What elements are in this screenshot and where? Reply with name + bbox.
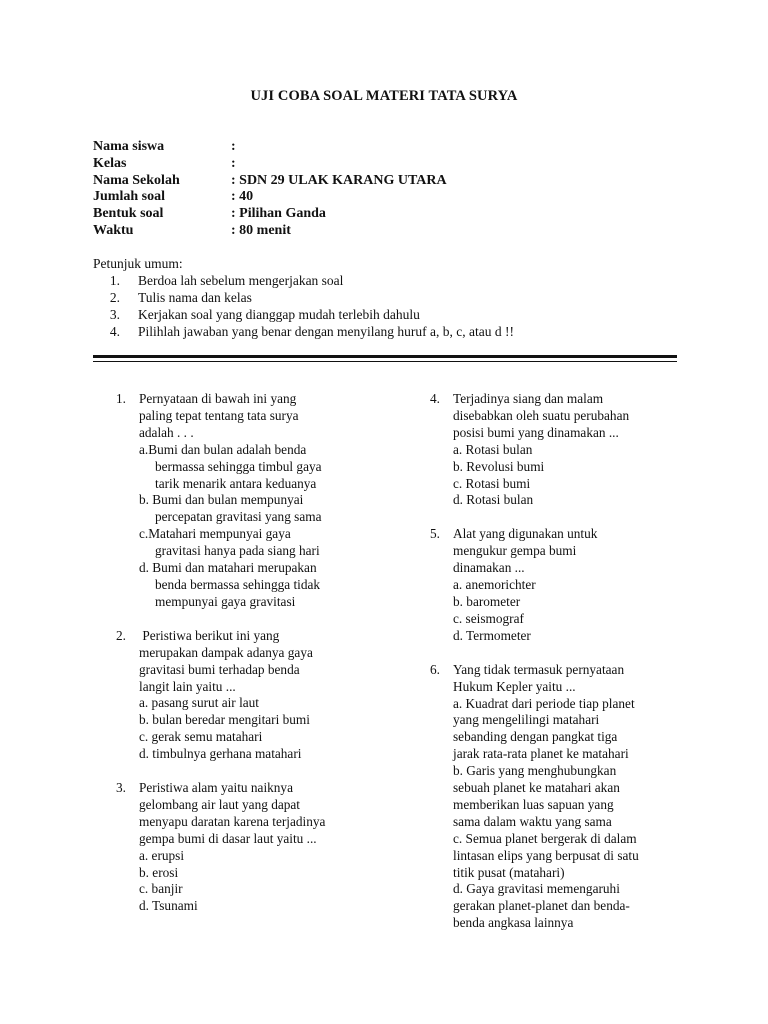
page-title: UJI COBA SOAL MATERI TATA SURYA <box>250 88 518 104</box>
info-value: : 40 <box>231 189 254 205</box>
option-d <box>139 560 386 611</box>
option-c: c. gerak semu matahari <box>139 729 263 745</box>
option-a: a. pasang surut air laut <box>139 695 260 711</box>
instruction-number: 4. <box>109 324 120 339</box>
option-c <box>453 831 680 882</box>
question-3 <box>116 780 386 915</box>
option-d: d. Tsunami <box>139 898 198 914</box>
option-d <box>453 881 680 932</box>
question-5 <box>430 526 680 644</box>
separator-thin <box>93 361 677 362</box>
question-column-right <box>430 391 680 949</box>
option-c <box>139 526 386 560</box>
question-body <box>453 526 680 644</box>
instruction-item <box>93 323 514 340</box>
option-text: tarik menarik antara keduanya <box>155 475 317 491</box>
option-text: benda bermassa sehingga tidak <box>155 576 321 592</box>
info-row-bentuk-soal <box>93 206 447 223</box>
question-4 <box>430 391 680 509</box>
option-text: gravitasi hanya pada siang hari <box>155 543 320 559</box>
question-body <box>139 391 386 611</box>
question-2 <box>116 628 386 763</box>
instruction-number: 1. <box>109 273 120 288</box>
question-6 <box>430 662 680 933</box>
option-text: memberikan luas sapuan yang <box>453 796 614 812</box>
option-a <box>453 696 680 764</box>
question-number: 2. <box>116 627 126 643</box>
option-d: d. timbulnya gerhana matahari <box>139 746 302 762</box>
option-text: benda angkasa lainnya <box>453 915 574 931</box>
option-b: b. bulan beredar mengitari bumi <box>139 712 310 728</box>
question-body <box>453 391 680 509</box>
info-row-kelas <box>93 156 447 173</box>
option-c: c. seismograf <box>453 610 524 626</box>
info-label: Nama siswa <box>93 139 165 154</box>
option-text: sebanding dengan pangkat tiga <box>453 729 618 745</box>
question-text: Hukum Kepler yaitu ... <box>453 678 576 694</box>
info-value: : Pilihan Ganda <box>231 206 326 222</box>
instructions-list <box>93 272 514 340</box>
option-c: c. banjir <box>139 881 183 897</box>
question-text: gelombang air laut yang dapat <box>139 796 300 812</box>
option-d: d. Rotasi bulan <box>453 492 534 508</box>
option-text: mempunyai gaya gravitasi <box>155 593 296 609</box>
separator-thick <box>93 355 677 358</box>
option-d: d. Termometer <box>453 627 531 643</box>
question-column-left <box>116 391 386 932</box>
question-text: Peristiwa alam yaitu naiknya <box>139 780 293 796</box>
info-value: : <box>231 139 236 154</box>
instruction-number: 3. <box>109 307 120 322</box>
info-label: Bentuk soal <box>93 206 164 222</box>
instruction-item <box>93 272 514 289</box>
question-text: langit lain yaitu ... <box>139 678 236 694</box>
info-label: Jumlah soal <box>93 189 165 205</box>
option-text: jarak rata-rata planet ke matahari <box>453 746 629 762</box>
question-number: 6. <box>430 661 440 677</box>
general-instructions <box>93 255 514 340</box>
question-text: Terjadinya siang dan malam <box>453 391 604 406</box>
option-b: b. barometer <box>453 593 521 609</box>
question-text: Yang tidak termasuk pernyataan <box>453 661 625 677</box>
info-label: Kelas <box>93 155 127 171</box>
option-text: b. Garis yang menghubungkan <box>453 763 617 779</box>
option-a <box>139 442 386 493</box>
option-a: a. Rotasi bulan <box>453 441 533 457</box>
question-text: paling tepat tentang tata surya <box>139 407 299 423</box>
info-label: Nama Sekolah <box>93 172 180 188</box>
info-value: : 80 menit <box>231 222 291 238</box>
question-text: Alat yang digunakan untuk <box>453 526 598 542</box>
info-value: : SDN 29 ULAK KARANG UTARA <box>231 172 447 188</box>
info-row-waktu <box>93 223 447 240</box>
question-number: 1. <box>116 391 126 406</box>
option-text: lintasan elips yang berpusat di satu <box>453 847 639 863</box>
instruction-text: Pilihlah jawaban yang benar dengan menyilang huruf a, b, c, atau d !! <box>138 324 514 339</box>
option-b: b. Revolusi bumi <box>453 458 545 474</box>
question-text: gravitasi bumi terhadap benda <box>139 661 300 677</box>
info-row-nama-sekolah <box>93 173 447 190</box>
question-text: mengukur gempa bumi <box>453 543 577 559</box>
option-text: sebuah planet ke matahari akan <box>453 780 620 796</box>
option-b <box>453 763 680 831</box>
question-text: adalah . . . <box>139 424 194 440</box>
option-text: titik pusat (matahari) <box>453 864 565 880</box>
question-text: disebabkan oleh suatu perubahan <box>453 407 630 423</box>
option-text: sama dalam waktu yang sama <box>453 813 612 829</box>
option-text: gerakan planet-planet dan benda- <box>453 898 630 914</box>
option-a: a. anemorichter <box>453 577 536 593</box>
info-label: Waktu <box>93 222 134 238</box>
option-text: c.Matahari mempunyai gaya <box>139 526 291 542</box>
option-text: c. Semua planet bergerak di dalam <box>453 830 637 846</box>
option-text: percepatan gravitasi yang sama <box>155 509 322 525</box>
option-a: a. erupsi <box>139 847 185 863</box>
info-row-jumlah-soal <box>93 189 447 206</box>
question-text: posisi bumi yang dinamakan ... <box>453 424 619 440</box>
instruction-item <box>93 289 514 306</box>
question-body <box>453 662 680 933</box>
question-text: Peristiwa berikut ini yang <box>139 627 280 643</box>
question-text: dinamakan ... <box>453 560 525 576</box>
option-b: b. erosi <box>139 864 179 880</box>
question-text: menyapu daratan karena terjadinya <box>139 813 326 829</box>
option-text: d. Gaya gravitasi memengaruhi <box>453 881 620 897</box>
instruction-number: 2. <box>109 290 120 305</box>
option-text: bermassa sehingga timbul gaya <box>155 458 322 474</box>
option-text: a. Kuadrat dari periode tiap planet <box>453 695 635 711</box>
instruction-text: Berdoa lah sebelum mengerjakan soal <box>138 273 344 288</box>
question-text: merupakan dampak adanya gaya <box>139 644 313 660</box>
question-1 <box>116 391 386 611</box>
question-number: 5. <box>430 526 440 542</box>
option-text: d. Bumi dan matahari merupakan <box>139 560 317 576</box>
question-number: 3. <box>116 780 126 796</box>
student-info <box>93 139 447 240</box>
question-text: Pernyataan di bawah ini yang <box>139 391 297 406</box>
question-text: gempa bumi di dasar laut yaitu ... <box>139 830 317 846</box>
info-value: : <box>231 155 236 171</box>
question-body <box>139 780 386 915</box>
question-body <box>139 628 386 763</box>
instruction-text: Tulis nama dan kelas <box>138 290 252 305</box>
option-text: b. Bumi dan bulan mempunyai <box>139 492 304 508</box>
option-text: yang mengelilingi matahari <box>453 712 600 728</box>
info-row-nama-siswa <box>93 139 447 156</box>
instruction-text: Kerjakan soal yang dianggap mudah terlebih dahulu <box>138 307 420 322</box>
option-b <box>139 492 386 526</box>
option-text: a.Bumi dan bulan adalah benda <box>139 441 307 457</box>
instructions-title: Petunjuk umum: <box>93 256 183 271</box>
question-number: 4. <box>430 391 440 406</box>
instruction-item <box>93 306 514 323</box>
option-c: c. Rotasi bumi <box>453 475 531 491</box>
